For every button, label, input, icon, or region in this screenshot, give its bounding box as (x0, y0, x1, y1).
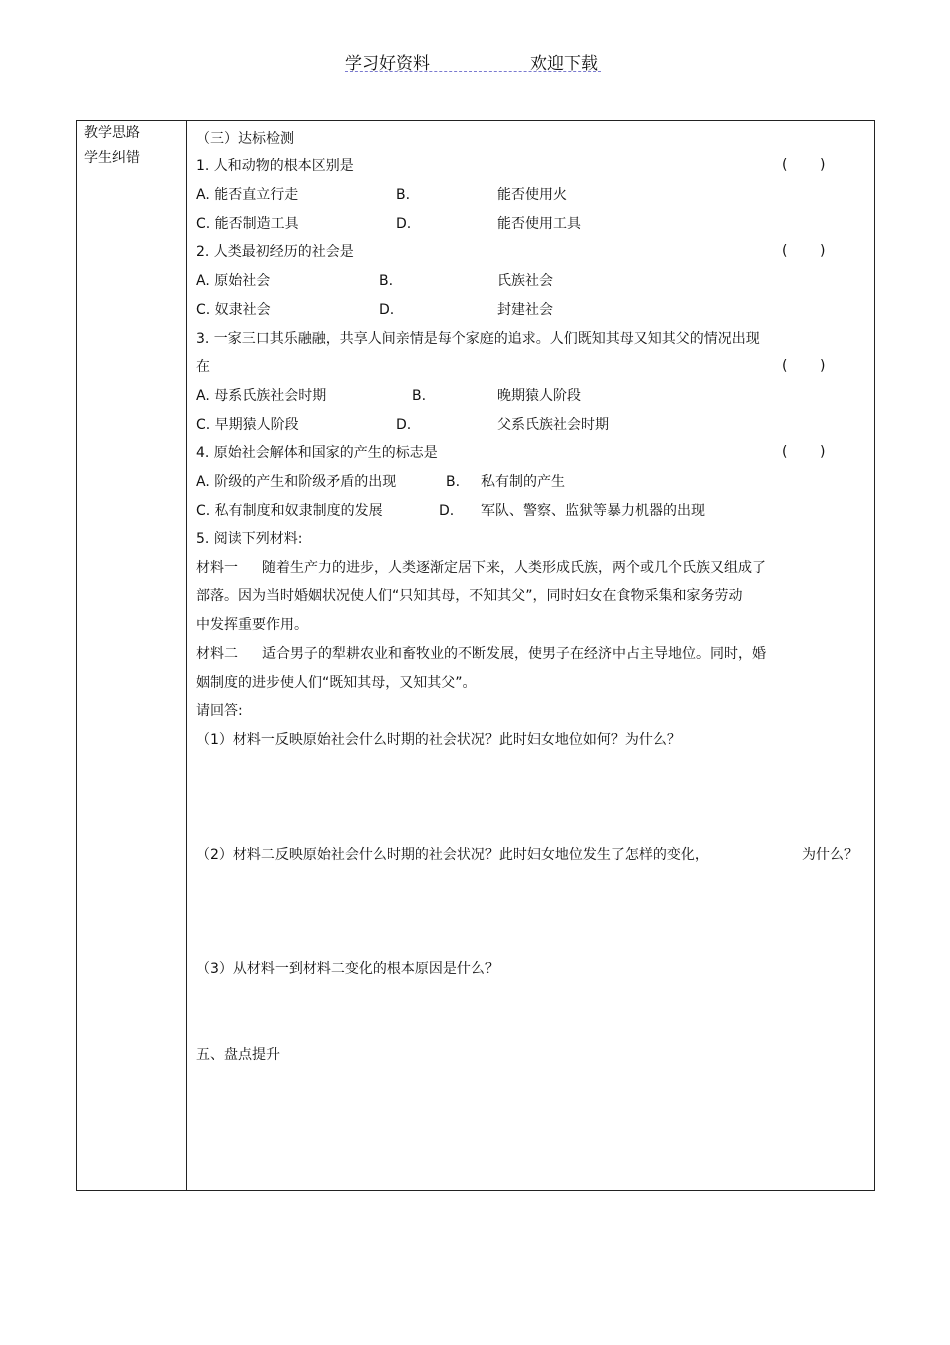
q5-prompt: 请回答: (196, 703, 243, 719)
q2-option-a: A. 原始社会 (196, 273, 271, 289)
q5-material2-line1: 适合男子的犁耕农业和畜牧业的不断发展，使男子在经济中占主导地位。同时，婚 (262, 646, 766, 662)
q1-option-b-label: B. (396, 187, 411, 203)
q5-material1-line3: 中发挥重要作用。 (196, 617, 308, 633)
q4-option-b-label: B. (446, 474, 461, 490)
q1-option-d: 能否使用工具 (497, 216, 581, 232)
q5-subquestion-1: （1）材料一反映原始社会什么时期的社会状况？此时妇女地位如何？为什么？ (196, 732, 681, 748)
section5-title: 五、盘点提升 (196, 1047, 280, 1063)
q4-answer-blank: ( ) (782, 444, 826, 460)
q5-subquestion-2: （2）材料二反映原始社会什么时期的社会状况？此时妇女地位发生了怎样的变化， (196, 847, 709, 863)
q2-answer-blank: ( ) (782, 243, 826, 259)
q5-stem: 5. 阅读下列材料: (196, 531, 303, 547)
q5-material2-line2: 姻制度的进步使人们“既知其母，又知其父”。 (196, 675, 477, 691)
sidebar-label-errors: 学生纠错 (84, 150, 140, 166)
q4-option-c: C. 私有制度和奴隶制度的发展 (196, 503, 383, 519)
q5-material1-line1: 随着生产力的进步，人类逐渐定居下来，人类形成氏族，两个或几个氏族又组成了 (262, 560, 766, 576)
q4-stem: 4. 原始社会解体和国家的产生的标志是 (196, 445, 438, 461)
q4-option-d: 军队、警察、监狱等暴力机器的出现 (481, 503, 705, 519)
q1-stem: 1. 人和动物的根本区别是 (196, 158, 354, 174)
q3-option-c: C. 早期猿人阶段 (196, 417, 299, 433)
q3-stem-line2: 在 (196, 359, 210, 375)
column-divider (186, 120, 187, 1191)
header-right-text: 欢迎下载 (530, 54, 598, 74)
q3-option-d-label: D. (396, 417, 412, 433)
q3-stem-line1: 3. 一家三口其乐融融，共享人间亲情是每个家庭的追求。人们既知其母又知其父的情况出现 (196, 331, 760, 347)
q2-option-d: 封建社会 (497, 302, 553, 318)
q1-option-c: C. 能否制造工具 (196, 216, 299, 232)
q1-option-d-label: D. (396, 216, 412, 232)
q2-stem: 2. 人类最初经历的社会是 (196, 244, 354, 260)
q5-material1-line2: 部落。因为当时婚姻状况使人们“只知其母，不知其父”，同时妇女在食物采集和家务劳动 (196, 588, 743, 604)
q3-option-d: 父系氏族社会时期 (497, 417, 609, 433)
q5-material1-label: 材料一 (196, 560, 238, 576)
q5-material2-label: 材料二 (196, 646, 238, 662)
q3-option-b: 晚期猿人阶段 (497, 388, 581, 404)
section-title: （三）达标检测 (196, 131, 294, 147)
q5-subquestion-3: （3）从材料一到材料二变化的根本原因是什么？ (196, 961, 499, 977)
q4-option-d-label: D. (439, 503, 455, 519)
q2-option-b-label: B. (379, 273, 394, 289)
q2-option-b: 氏族社会 (497, 273, 553, 289)
q3-option-b-label: B. (412, 388, 427, 404)
q1-option-b: 能否使用火 (497, 187, 567, 203)
page-header (345, 47, 601, 73)
header-left-text: 学习好资料 (345, 54, 430, 74)
q1-answer-blank: ( ) (782, 157, 826, 173)
sidebar-label-teaching: 教学思路 (84, 125, 140, 141)
q2-option-c: C. 奴隶社会 (196, 302, 271, 318)
q3-answer-blank: ( ) (782, 358, 826, 374)
q1-option-a: A. 能否直立行走 (196, 187, 299, 203)
q4-option-a: A. 阶级的产生和阶级矛盾的出现 (196, 474, 397, 490)
q5-subquestion-2-tail: 为什么？ (802, 847, 858, 863)
header-underline (345, 71, 601, 72)
q2-option-d-label: D. (379, 302, 395, 318)
q3-option-a: A. 母系氏族社会时期 (196, 388, 327, 404)
q4-option-b: 私有制的产生 (481, 474, 565, 490)
